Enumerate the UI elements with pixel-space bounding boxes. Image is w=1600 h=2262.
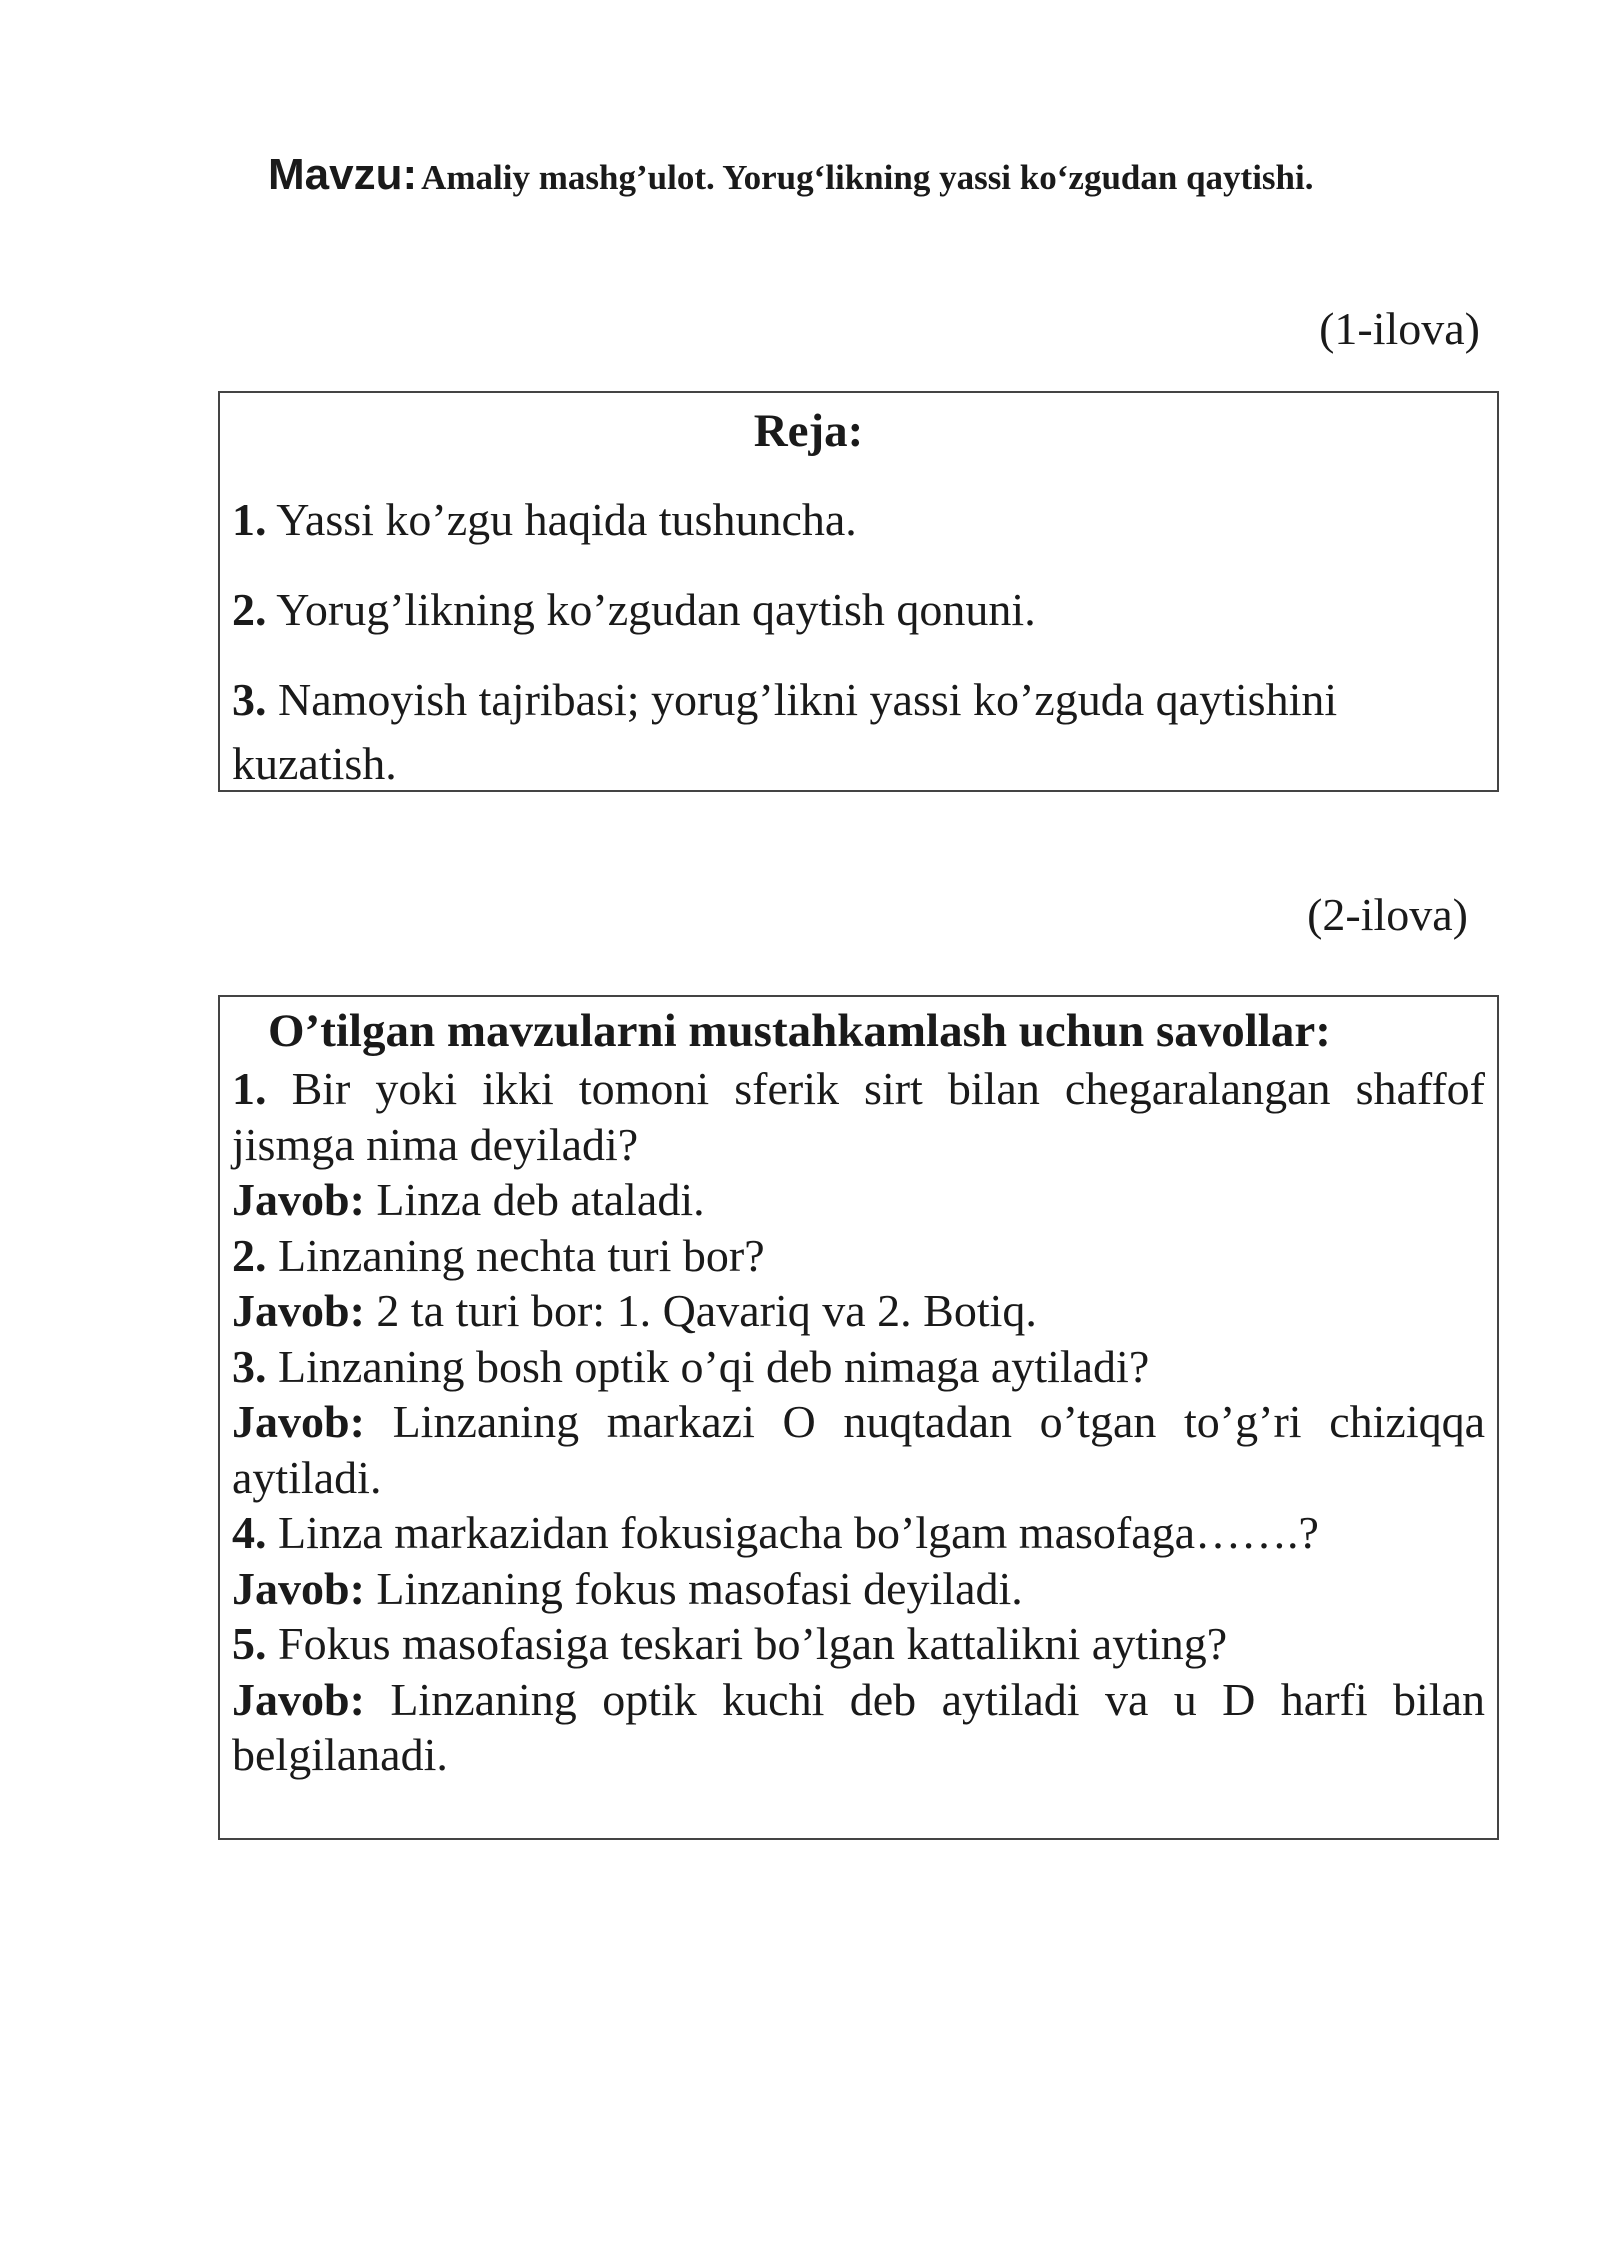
answer-label: Javob: [232,1673,365,1725]
topic-text: Amaliy mashg’ulot. Yorug‘likning yassi ko‘zgudan qaytishi. [421,158,1314,197]
plan-item-text: Namoyish tajribasi; yorug’likni yassi ko’zguda qaytishini kuzatish. [232,674,1338,790]
plan-item-number: 1. [232,494,267,546]
question-line [232,1505,1485,1561]
question-number: 5. [232,1618,267,1669]
question-text: Linzaning nechta turi bor? [278,1229,765,1281]
plan-item-text: Yorug’likning ko’zgudan qaytish qonuni. [276,584,1036,636]
answer-line [232,1394,1485,1505]
question-text: Linzaning bosh optik o’qi deb nimaga aytiladi? [278,1340,1150,1392]
appendix-1-label: (1-ilova) [1319,303,1480,354]
plan-item-number: 3. [232,674,267,726]
plan-heading: Reja: [753,405,864,457]
question-line [232,1228,1485,1284]
question-text: Linza markazidan fokusigacha bo’lgam masofaga…….? [278,1507,1319,1558]
questions-heading: O’tilgan mavzularni mustahkamlash uchun savollar: [268,1005,1331,1057]
plan-item [232,488,1485,552]
answer-label: Javob: [232,1174,365,1225]
answer-line [232,1561,1485,1617]
question-number: 3. [232,1340,267,1392]
question-line [232,1339,1485,1395]
plan-item-number: 2. [232,584,267,636]
plan-item-text: Yassi ko’zgu haqida tushuncha. [276,494,857,546]
plan-item [232,668,1485,796]
question-text: Fokus masofasiga teskari bo’lgan kattalikni ayting? [278,1618,1228,1669]
question-text: Bir yoki ikki tomoni sferik sirt bilan chegaralangan shaffof jismga nima deyiladi? [232,1063,1486,1170]
answer-label: Javob: [232,1396,365,1447]
question-number: 1. [232,1063,267,1114]
appendix-2-label: (2-ilova) [1307,889,1468,940]
question-number: 4. [232,1507,267,1558]
answer-line [232,1672,1485,1783]
mavzu-label: Mavzu: [268,150,418,199]
answer-text: 2 ta turi bor: 1. Qavariq va 2. Botiq. [376,1285,1037,1336]
answer-line [232,1172,1485,1228]
plan-item [232,578,1485,642]
document-title [268,150,1314,200]
questions-box [218,995,1499,1840]
answer-text: Linzaning optik kuchi deb aytiladi va u D harfi bilan belgilanadi. [232,1673,1485,1780]
question-line [232,1616,1485,1672]
answer-line [232,1283,1485,1339]
question-line [232,1061,1485,1172]
answer-label: Javob: [232,1285,365,1336]
answer-text: Linzaning markazi O nuqtadan o’tgan to’g’ri chiziqqa aytiladi. [232,1396,1486,1503]
answer-text: Linzaning fokus masofasi deyiladi. [376,1562,1023,1614]
question-number: 2. [232,1229,267,1281]
answer-label: Javob: [232,1562,365,1614]
answer-text: Linza deb ataladi. [376,1174,705,1225]
plan-box [218,391,1499,792]
